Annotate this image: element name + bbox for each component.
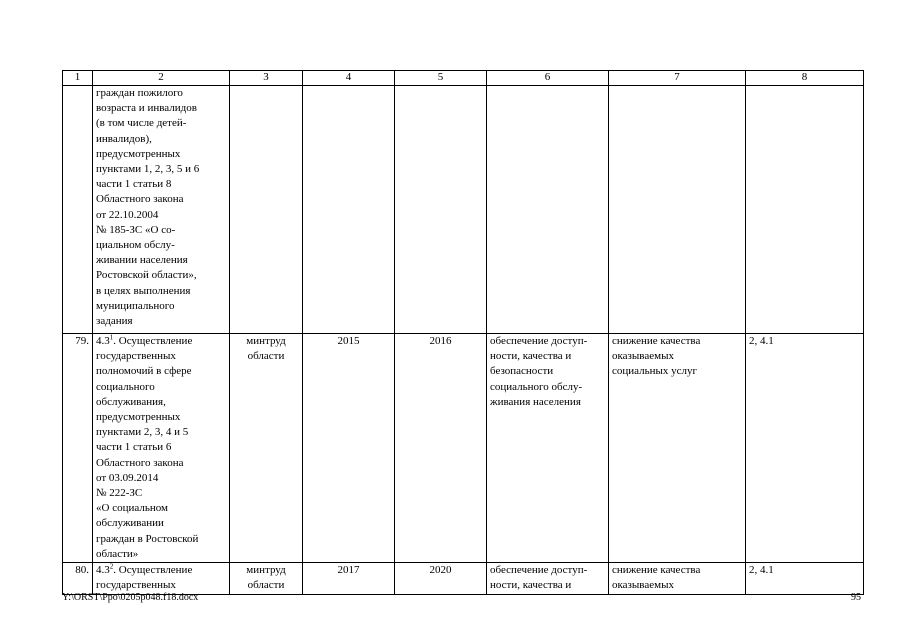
measure-name-text: . Осуществление государственных (96, 564, 193, 592)
program-table (62, 70, 864, 595)
row-number-cell: 80. (63, 563, 93, 595)
measure-name-cell (93, 563, 230, 595)
table-header-row (63, 71, 864, 86)
executor-cell: минтруд области (230, 334, 303, 563)
consequence-cell: снижение качества оказываемых социальных услуг (609, 334, 746, 563)
measure-code-superscript: 1 (109, 333, 114, 342)
consequence-cell: снижение качества оказываемых (609, 563, 746, 595)
link-cell: 2, 4.1 (746, 334, 864, 563)
start-year-cell: 2015 (303, 334, 395, 563)
header-cell: 4 (303, 71, 395, 86)
start-year-cell: 2017 (303, 563, 395, 595)
header-cell: 1 (63, 71, 93, 86)
expected-result-cell: обеспечение доступ- ности, качества и (487, 563, 609, 595)
measure-name-text: граждан пожилого возраста и инвалидов (в том числе детей- инвалидов), предусмотренных пунктами 1, 2, 3, 5 и 6 части 1 статьи 8 Областного закона от 22.10.2004 № 185-ЗС «О со- циальном обслу- живании населения Ростовской области», в целях выполнения муниципального задания (96, 87, 200, 328)
consequence-cell (609, 86, 746, 334)
header-cell: 6 (487, 71, 609, 86)
row-number-cell: 79. (63, 334, 93, 563)
end-year-cell: 2020 (395, 563, 487, 595)
end-year-cell: 2016 (395, 334, 487, 563)
executor-cell: минтруд области (230, 563, 303, 595)
table-row (63, 86, 864, 334)
measure-code: 4.3 (96, 335, 110, 347)
measure-name-cell (93, 86, 230, 334)
header-cell: 2 (93, 71, 230, 86)
end-year-cell (395, 86, 487, 334)
header-cell: 3 (230, 71, 303, 86)
measure-name-cell (93, 334, 230, 563)
start-year-cell (303, 86, 395, 334)
table-row (63, 334, 864, 563)
expected-result-cell: обеспечение доступ- ности, качества и безопасности социального обслу- живания населения (487, 334, 609, 563)
executor-cell (230, 86, 303, 334)
page-number: 95 (851, 592, 861, 603)
measure-code: 4.3 (96, 564, 110, 577)
table-row (63, 563, 864, 595)
row-number-cell (63, 86, 93, 334)
measure-code-superscript: 2 (109, 562, 114, 571)
measure-name-text: . Осуществление государственных полномочий в сфере социального обслуживания, предусмотренных пунктами 2, 3, 4 и 5 части 1 статьи 6 Областного закона от 03.09.2014 № 222-ЗС «О социальном обслуживании граждан в Ростовской области» (96, 335, 199, 560)
header-cell: 7 (609, 71, 746, 86)
expected-result-cell (487, 86, 609, 334)
link-cell (746, 86, 864, 334)
link-cell: 2, 4.1 (746, 563, 864, 595)
header-cell: 8 (746, 71, 864, 86)
header-cell: 5 (395, 71, 487, 86)
footer-file-path: Y:\ORST\Ppo\0205p048.f18.docx (62, 592, 199, 603)
